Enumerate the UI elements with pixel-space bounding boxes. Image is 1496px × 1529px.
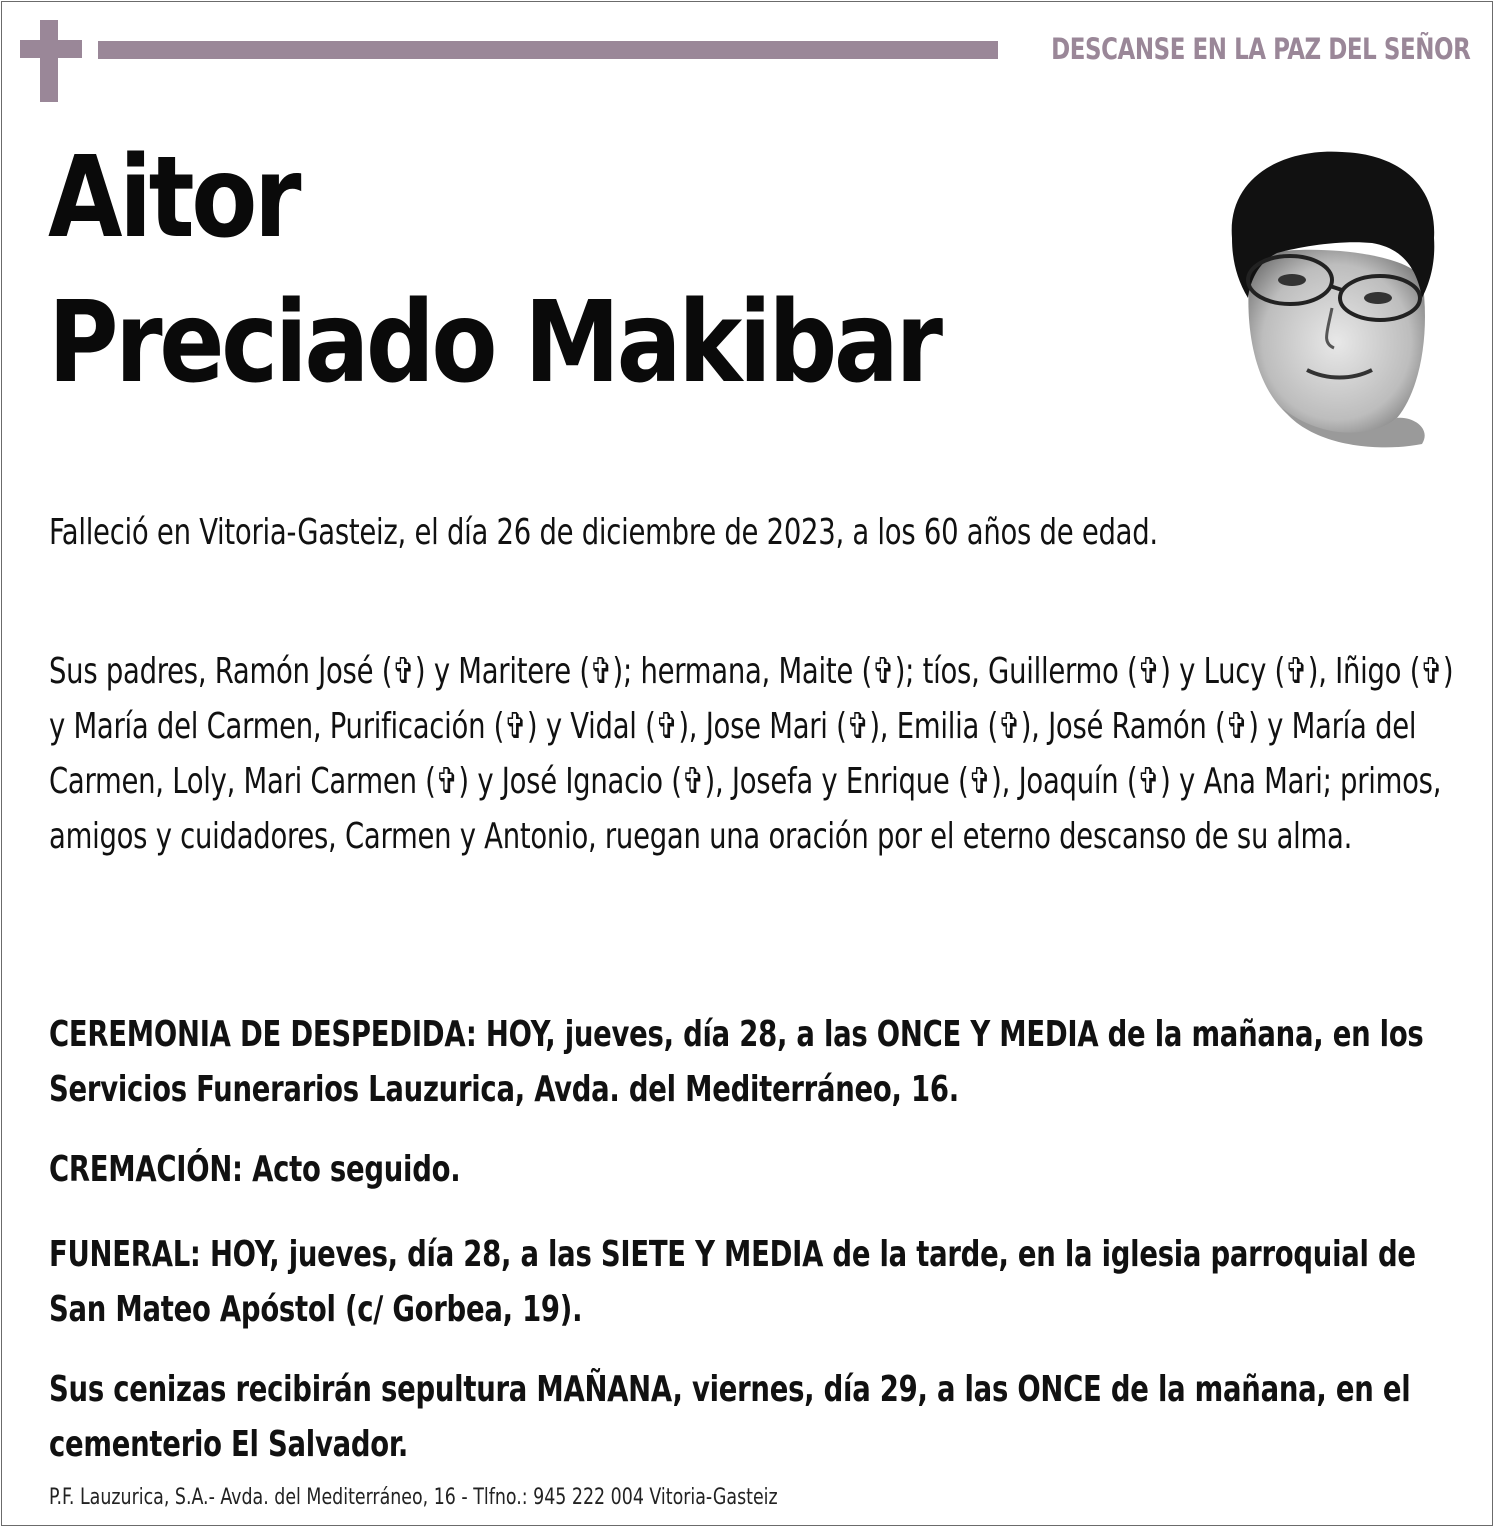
header-tagline: DESCANSE EN LA PAZ DEL SEÑOR xyxy=(1050,32,1470,66)
obituary-card xyxy=(1,1,1493,1526)
ceremony-text: CEREMONIA DE DESPEDIDA: HOY, jueves, día 28, a las ONCE Y MEDIA de la mañana, en los Servicios Funerarios Lauzurica, Avda. del Mediterráneo, 16. xyxy=(49,1014,1424,1110)
cremation-paragraph xyxy=(49,1142,1459,1197)
ceremony-paragraph xyxy=(49,1007,1459,1117)
cross-icon-bar xyxy=(20,40,82,58)
family-paragraph xyxy=(49,644,1459,864)
cross-icon xyxy=(40,20,58,102)
family-text: Sus padres, Ramón José (✞) y Maritere (✞); hermana, Maite (✞); tíos, Guillermo (✞) y Lucy (✞), Iñigo (✞) y María del Carmen, Purificación (✞) y Vidal (✞), Jose Mari (✞), Emilia (✞), José Ramón (✞) y María del Carmen, Loly, Mari Carmen (✞) y José Ignacio (✞), Josefa y Enrique (✞), Joaquín (✞) y Ana Mari; primos, amigos y cuidadores, Carmen y Antonio, ruegan una oración por el eterno descanso de su alma. xyxy=(49,651,1454,857)
header-rule xyxy=(98,41,998,59)
ashes-paragraph xyxy=(49,1362,1459,1472)
deceased-surnames: Preciado Makibar xyxy=(48,278,940,408)
portrait-photo xyxy=(1222,148,1442,452)
funeral-home-footer: P.F. Lauzurica, S.A.- Avda. del Mediterráneo, 16 - Tlfno.: 945 222 004 Vitoria-Gasteiz xyxy=(49,1485,778,1510)
ashes-text: Sus cenizas recibirán sepultura MAÑANA, viernes, día 29, a las ONCE de la mañana, en el cementerio El Salvador. xyxy=(49,1369,1411,1465)
funeral-text: FUNERAL: HOY, jueves, día 28, a las SIETE Y MEDIA de la tarde, en la iglesia parroquial de San Mateo Apóstol (c/ Gorbea, 19). xyxy=(49,1234,1416,1330)
deceased-first-name: Aitor xyxy=(48,133,299,263)
death-notice-paragraph xyxy=(49,505,1459,560)
funeral-paragraph xyxy=(49,1227,1459,1337)
death-notice-text: Falleció en Vitoria-Gasteiz, el día 26 de diciembre de 2023, a los 60 años de edad. xyxy=(49,512,1158,553)
cremation-text: CREMACIÓN: Acto seguido. xyxy=(49,1149,461,1190)
